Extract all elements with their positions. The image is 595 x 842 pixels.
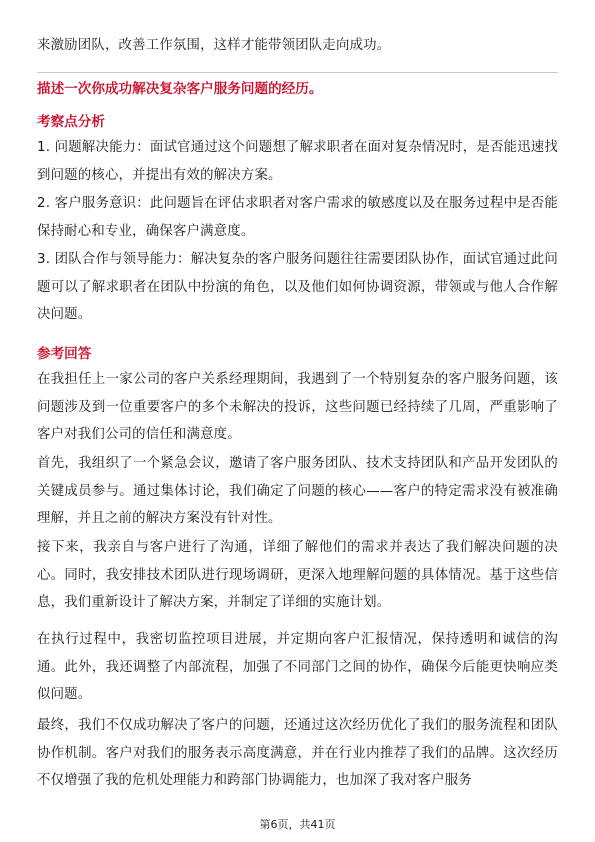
answer-paragraph-1: 在我担任上一家公司的客户关系经理期间，我遇到了一个特别复杂的客户服务问题，该问题涉及到一位重要客户的多个未解决的投诉，这些问题已经持续了几周，严重影响了客户对我们公司的信任和满意度。 [37, 372, 558, 443]
analysis-point-1: 1. 问题解决能力：面试官通过这个问题想了解求职者在面对复杂情况时，是否能迅速找到问题的核心，并提出有效的解决方案。 [37, 140, 558, 183]
top-paragraph: 来激励团队，改善工作氛围，这样才能带领团队走向成功。 [37, 38, 391, 53]
answer-paragraph-5: 最终，我们不仅成功解决了客户的问题，还通过这次经历优化了我们的服务流程和团队协作机制。客户对我们的服务表示高度满意，并在行业内推荐了我们的品牌。这次经历不仅增强了我的危机处理能力和跨部门协调能力，也加深了我对客户服务 [37, 718, 558, 789]
answer-paragraph-2: 首先，我组织了一个紧急会议，邀请了客户服务团队、技术支持团队和产品开发团队的关键成员参与。通过集体讨论，我们确定了问题的核心——客户的特定需求没有被准确理解，并且之前的解决方案没有针对性。 [37, 456, 558, 527]
section-divider [37, 72, 558, 73]
answer-paragraph-4: 在执行过程中，我密切监控项目进展，并定期向客户汇报情况，保持透明和诚信的沟通。此外，我还调整了内部流程，加强了不同部门之间的协作，确保今后能更快响应类似问题。 [37, 632, 558, 703]
analysis-heading: 考察点分析 [37, 114, 105, 130]
analysis-point-2: 2. 客户服务意识：此问题旨在评估求职者对客户需求的敏感度以及在服务过程中是否能保持耐心和专业，确保客户满意度。 [37, 196, 558, 239]
answer-paragraph-3: 接下来，我亲自与客户进行了沟通，详细了解他们的需求并表达了我们解决问题的决心。同时，我安排技术团队进行现场调研，更深入地理解问题的具体情况。基于这些信息，我们重新设计了解决方案，并制定了详细的实施计划。 [37, 540, 558, 611]
question-title: 描述一次你成功解决复杂客户服务问题的经历。 [37, 81, 323, 97]
answer-heading: 参考回答 [37, 346, 92, 362]
page-footer: 第6页，共41页 [259, 818, 336, 831]
analysis-point-3: 3. 团队合作与领导能力：解决复杂的客户服务问题往往需要团队协作，面试官通过此问题可以了解求职者在团队中扮演的角色，以及他们如何协调资源，带领或与他人合作解决问题。 [37, 252, 558, 323]
